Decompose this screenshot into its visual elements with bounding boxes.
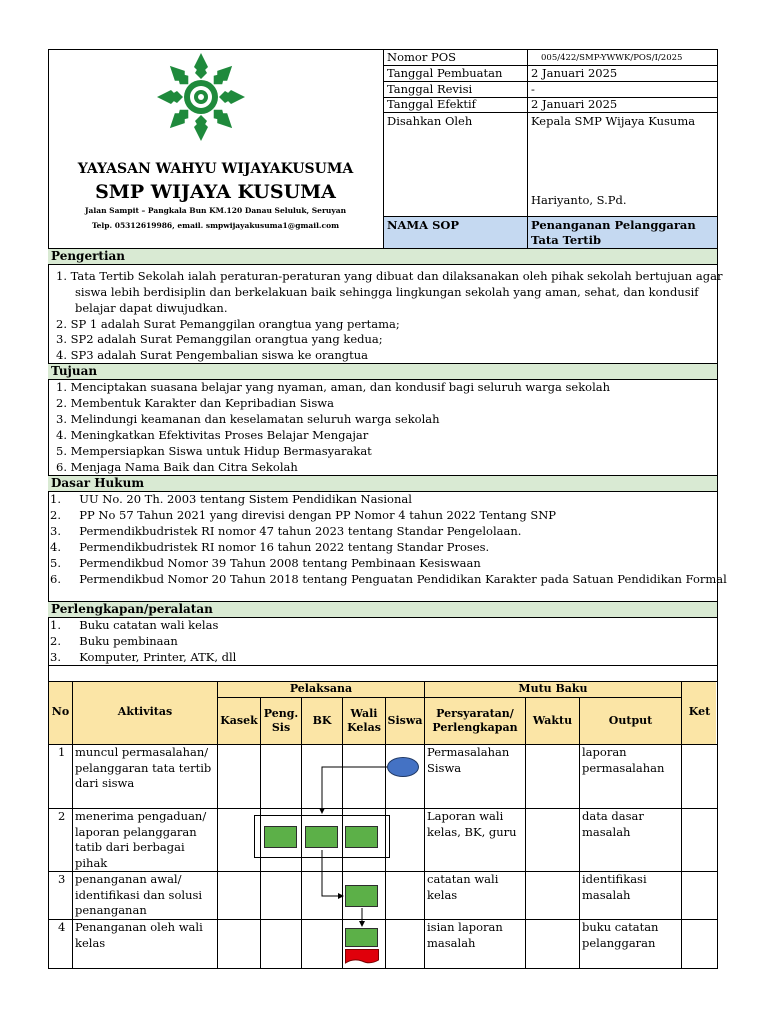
flow-process-box-row4 [345, 928, 378, 947]
dasar-item: 4. Permendikbudristek RI nomor 16 tahun 2022 tentang Standar Proses. [50, 540, 490, 554]
tanggal-revisi-label: Tanggal Revisi [387, 82, 473, 96]
col-waktu: Waktu [532, 714, 573, 727]
perlengkapan-item: 2. Buku pembinaan [50, 634, 178, 648]
flow-process-box-row3 [345, 885, 378, 907]
tujuan-item: 5. Mempersiapkan Siswa untuk Hidup Bermasyarakat [56, 444, 372, 458]
flow-process-box-wali-kelas [345, 826, 378, 848]
row-no: 2 [58, 809, 66, 823]
school-name: SMP WIJAYA KUSUMA [95, 181, 336, 203]
row-persyaratan: catatan wali kelas [427, 872, 499, 902]
col-kasek: Kasek [220, 714, 258, 727]
row-no: 3 [58, 872, 66, 886]
tanggal-pembuatan-label: Tanggal Pembuatan [387, 66, 503, 80]
row-aktivitas: menerima pengaduan/ laporan pelanggaran tatib dari berbagai pihak [75, 809, 207, 870]
row-persyaratan: isian laporan masalah [427, 920, 503, 950]
dasar-item: 1. UU No. 20 Th. 2003 tentang Sistem Pendidikan Nasional [50, 492, 412, 506]
col-mutu-baku: Mutu Baku [518, 682, 588, 695]
pengertian-item: 1. Tata Tertib Sekolah ialah peraturan-peraturan yang dibuat dan dilaksanakan oleh pihak sekolah bertujuan agar [56, 269, 723, 283]
flow-process-box-peng-sis [264, 826, 297, 848]
col-pelaksana: Pelaksana [289, 682, 353, 695]
row-output: data dasar masalah [582, 809, 644, 839]
dasar-item: 5. Permendikbud Nomor 39 Tahun 2008 tentang Pembinaan Kesiswaan [50, 556, 481, 570]
disahkan-label: Disahkan Oleh [387, 114, 473, 128]
row-persyaratan: Laporan wali kelas, BK, guru [427, 809, 517, 839]
perlengkapan-item: 3. Komputer, Printer, ATK, dll [50, 650, 237, 664]
dasar-item: 3. Permendikbudristek RI nomor 47 tahun 2023 tentang Standar Pengelolaan. [50, 524, 522, 538]
tujuan-item: 2. Membentuk Karakter dan Kepribadian Siswa [56, 396, 334, 410]
school-contact: Telp. 05312619986, email. smpwijayakusuma1@gmail.com [91, 221, 340, 230]
foundation-name: YAYASAN WAHYU WIJAYAKUSUMA [77, 161, 354, 177]
col-output: Output [608, 714, 653, 727]
col-wali-kelas-1: Wali [350, 707, 378, 720]
row-output: buku catatan pelanggaran [582, 920, 659, 950]
pengertian-item: siswa lebih berdisiplin dan berkelakuan baik sehingga lingkungan sekolah yang aman, sehat, dan kondusif [75, 285, 699, 299]
nama-sop-value-1: Penanganan Pelanggaran [531, 218, 696, 232]
col-siswa: Siswa [387, 714, 423, 727]
row-aktivitas: Penanganan oleh wali kelas [75, 920, 203, 950]
col-no: No [51, 705, 70, 718]
nomor-pos-value: 005/422/SMP-YWWK/POS/I/2025 [541, 53, 683, 63]
row-no: 4 [58, 920, 66, 934]
tanggal-revisi-value: - [531, 82, 535, 96]
tanggal-efektif-label: Tanggal Efektif [387, 97, 476, 111]
col-persyaratan-2: Perlengkapan [432, 721, 518, 734]
nama-sop-value-2: Tata Tertib [531, 233, 602, 247]
col-ket: Ket [688, 705, 711, 718]
section-dasar-hukum: Dasar Hukum [48, 476, 717, 491]
tujuan-item: 4. Meningkatkan Efektivitas Proses Belajar Mengajar [56, 428, 369, 442]
tanggal-efektif-value: 2 Januari 2025 [531, 97, 618, 111]
flow-process-box-bk [305, 826, 338, 848]
pengertian-item: 2. SP 1 adalah Surat Pemanggilan orangtua yang pertama; [56, 317, 400, 331]
col-persyaratan-1: Persyaratan/ [436, 707, 514, 720]
tujuan-item: 6. Menjaga Nama Baik dan Citra Sekolah [56, 460, 298, 474]
col-wali-kelas-2: Kelas [347, 721, 381, 734]
flow-start-ellipse [387, 757, 419, 777]
nomor-pos-label: Nomor POS [387, 50, 457, 64]
nama-sop-label: NAMA SOP [387, 218, 460, 232]
signer-name: Hariyanto, S.Pd. [531, 193, 627, 207]
tujuan-item: 1. Menciptakan suasana belajar yang nyaman, aman, dan kondusif bagi seluruh warga sekolah [56, 380, 611, 394]
tanggal-pembuatan-value: 2 Januari 2025 [531, 66, 618, 80]
row-output: identifikasi masalah [582, 872, 647, 902]
tujuan-item: 3. Melindungi keamanan dan keselamatan seluruh warga sekolah [56, 412, 440, 426]
section-perlengkapan: Perlengkapan/peralatan [48, 602, 717, 617]
section-pengertian: Pengertian [48, 249, 717, 264]
row-no: 1 [58, 745, 66, 759]
col-bk: BK [312, 714, 332, 727]
pengertian-item: 4. SP3 adalah Surat Pengembalian siswa ke orangtua [56, 348, 368, 362]
perlengkapan-item: 1. Buku catatan wali kelas [50, 618, 219, 632]
col-peng-sis-2: Sis [271, 721, 291, 734]
flow-document-shape [345, 949, 379, 965]
col-peng-sis-1: Peng. [263, 707, 299, 720]
section-tujuan: Tujuan [48, 364, 717, 379]
col-aktivitas: Aktivitas [117, 705, 173, 718]
row-aktivitas: muncul permasalahan/ pelanggaran tata tertib dari siswa [75, 745, 212, 790]
row-output: laporan permasalahan [582, 745, 665, 775]
pengertian-item: belajar dapat diwujudkan. [75, 301, 228, 315]
school-address: Jalan Sampit – Pangkala Bun KM.120 Danau Seluluk, Seruyan [84, 206, 347, 215]
row-persyaratan: Permasalahan Siswa [427, 745, 510, 775]
disahkan-value: Kepala SMP Wijaya Kusuma [531, 114, 696, 128]
pengertian-item: 3. SP2 adalah Surat Pemanggilan orangtua yang kedua; [56, 332, 383, 346]
dasar-item: 2. PP No 57 Tahun 2021 yang direvisi dengan PP Nomor 4 tahun 2022 Tentang SNP [50, 508, 557, 522]
dasar-item: 6. Permendikbud Nomor 20 Tahun 2018 tentang Penguatan Pendidikan Karakter pada Satuan Pendidikan Formal [50, 572, 727, 586]
row-aktivitas: penanganan awal/ identifikasi dan solusi penanganan [75, 872, 203, 917]
